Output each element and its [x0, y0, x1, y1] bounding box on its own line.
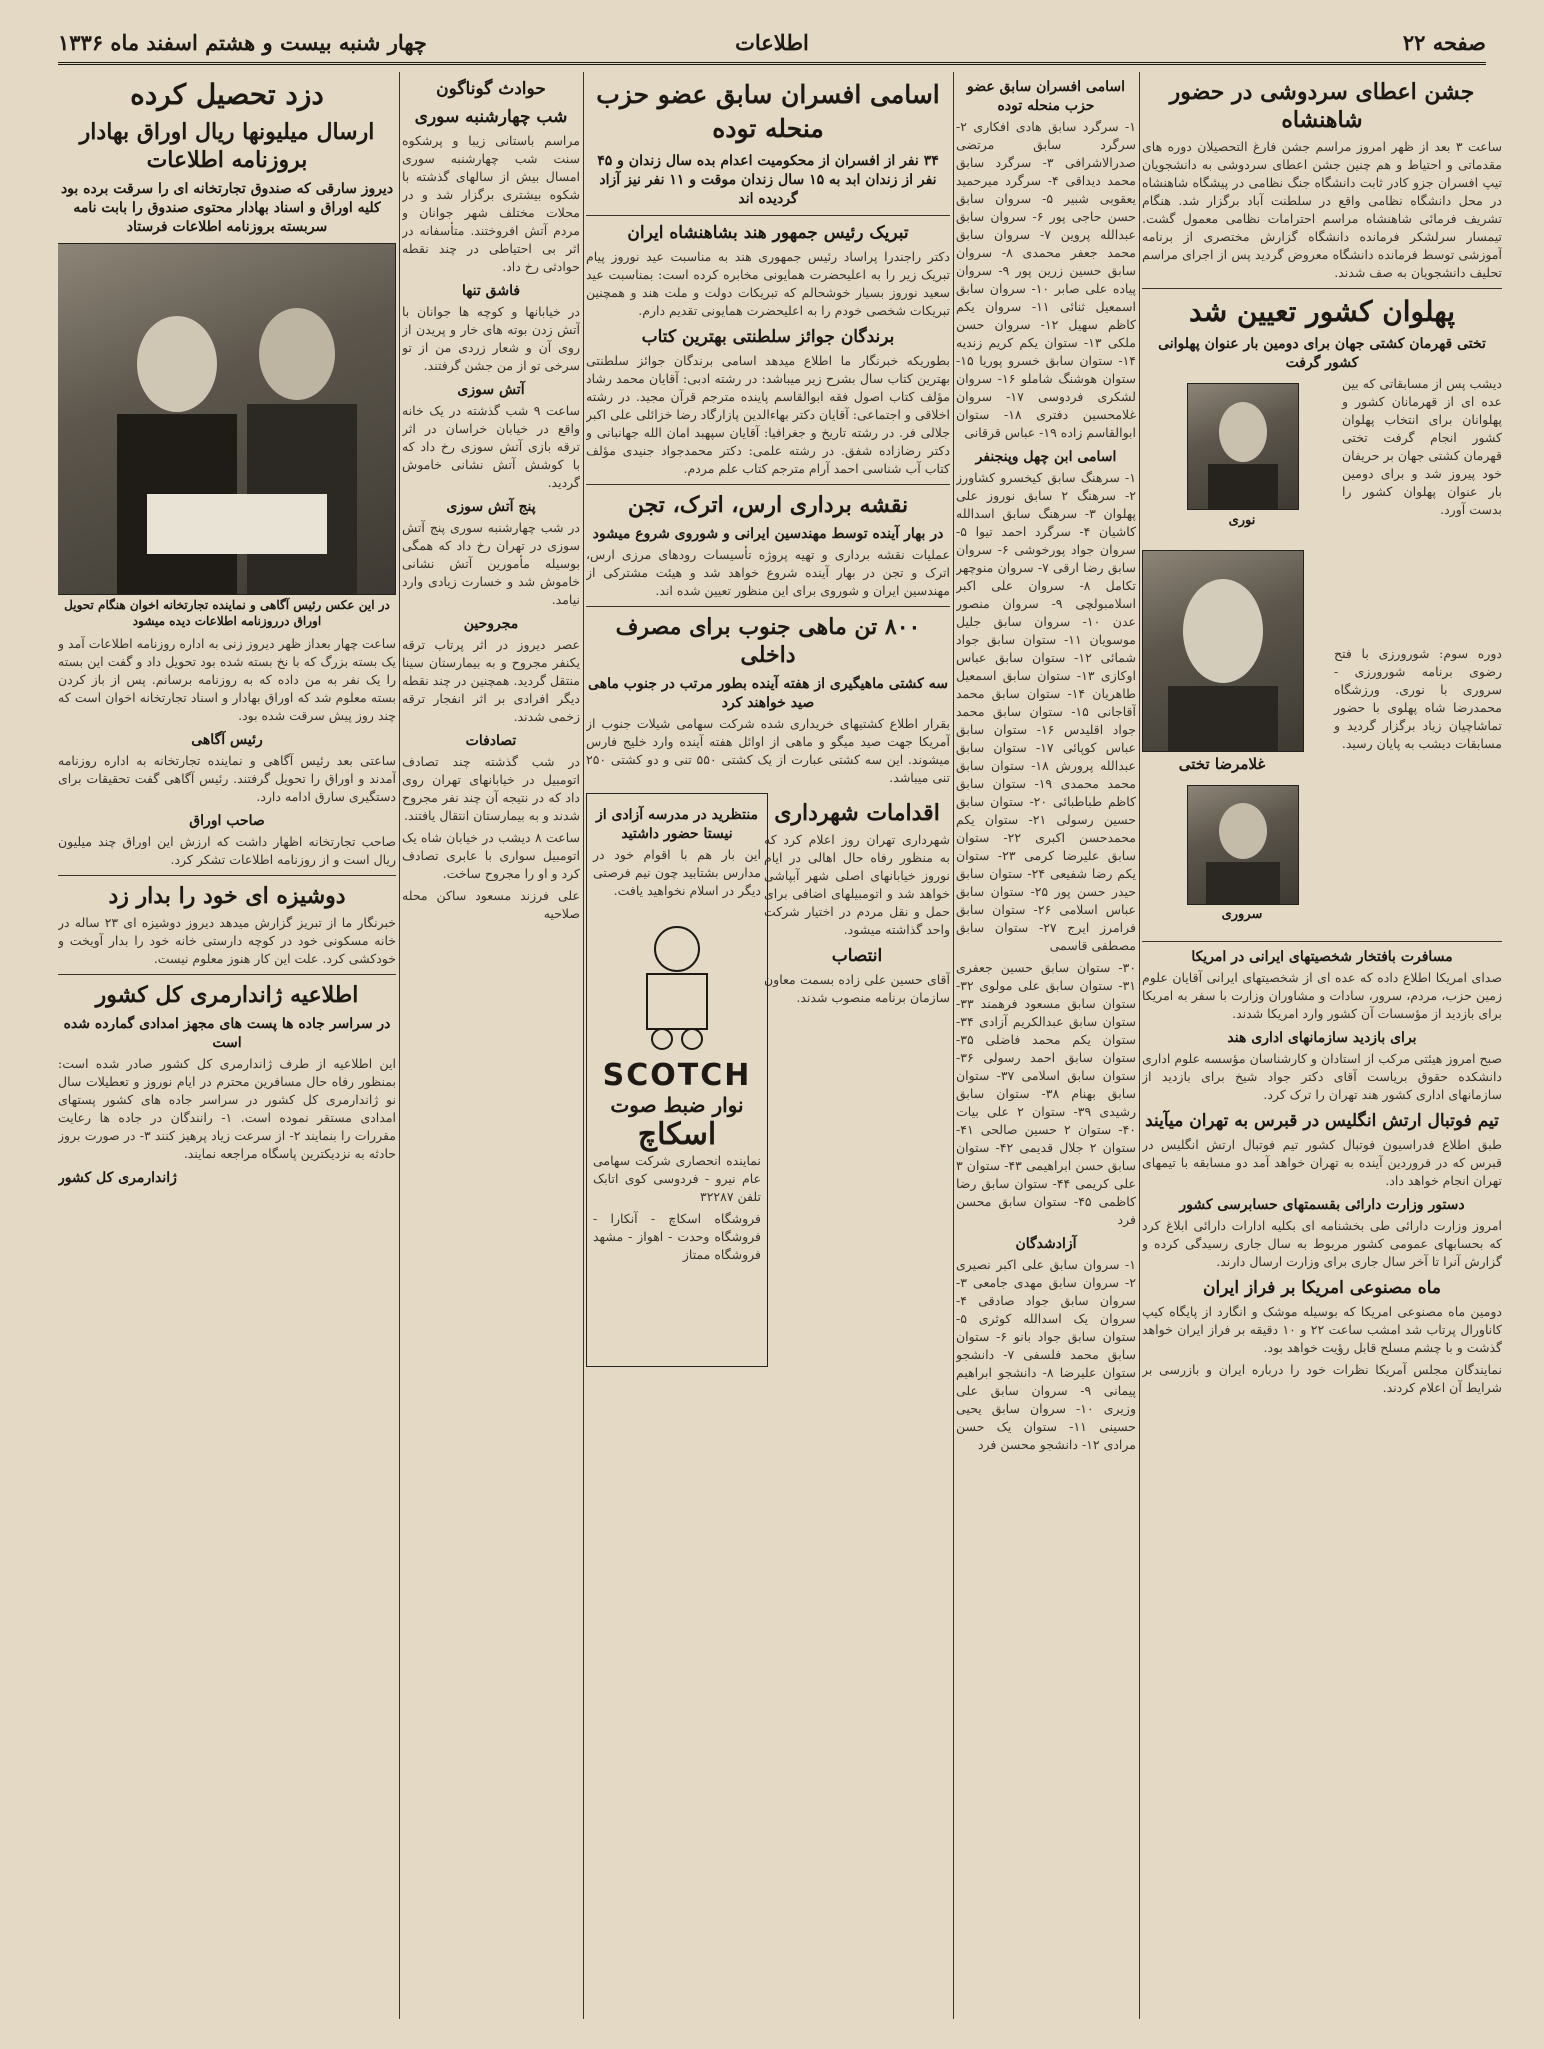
article-accident: در شب گذشته چند تصادف اتومبیل در خیابانهای تهران روی داد که در نتیجه آن چند نفر مجروح شدند و به بیمارستان انتقال یافتند.	[402, 754, 580, 823]
masthead	[58, 26, 1486, 65]
column-3	[586, 72, 950, 2021]
ad-headline: منتظرید در مدرسه آزادی از نیستا حضور داشتید	[595, 807, 759, 842]
photo-nouri	[1187, 383, 1299, 510]
column-rule	[1139, 72, 1140, 2019]
subhead-notice: در سراسر جاده ها پست های مجهز امدادی گمارده شده است	[63, 1016, 391, 1051]
article-map: عملیات نقشه برداری و تهیه پروژه تأسیسات رودهای مرزی ارس، اترک و تجن در بهار آینده شروع خواهد شد و هیئت مشترکی از مهندسین ایران و شوروی برای این منظور تعیین شده اند.	[586, 547, 950, 598]
divider	[1142, 288, 1502, 289]
ad-shops: فروشگاه اسکاچ - آنکارا - فروشگاه وحدت - اهواز - مشهد فروشگاه ممتاز	[593, 1211, 761, 1262]
column-rule	[583, 72, 584, 2019]
article-fire-2: در خیابانها و کوچه ها جوانان با آتش زدن بوته های خار و پریدن از روی آن و شعار زردی من از تو سرخی تو از من جشن گرفتند.	[402, 304, 580, 373]
headline-thief: دزد تحصیل کرده	[130, 78, 324, 111]
ad-illustration	[602, 904, 752, 1054]
article-owner: صاحب تجارتخانه اظهار داشت که ارزش این اوراق چند میلیون ریال است و از روزنامه اطلاعات تشکر کرد.	[58, 834, 396, 867]
column-1	[1142, 72, 1502, 2021]
article-wrestling-2: دوره سوم: شورورزی با فتح رضوی برنامه شورورزی - سروری با نوری. ورزشگاه محمدرضا شاه پهلوی با حضور تماشاچیان زیاد برگزار گردید و مسابقات دیشب به پایان رسید.	[1334, 646, 1502, 751]
notice-signature: ژاندارمری کل کشور	[58, 1170, 177, 1186]
subhead-map: در بهار آینده توسط مهندسین ایرانی و شوروی شروع میشود	[592, 526, 944, 542]
subhead-thief: ارسال میلیونها ریال اوراق بهادار بروزنامه اطلاعات	[79, 119, 375, 173]
divider	[1142, 941, 1502, 942]
subhead-fire-3: پنج آتش سوزی	[446, 499, 536, 515]
headline-map: نقشه برداری ارس، اترک، تجن	[627, 492, 909, 518]
subhead-chief: رئیس آگاهی	[191, 732, 263, 748]
article-girl: خبرنگار ما از تبریز گزارش میدهد دیروز دوشیزه ای ۲۳ ساله در خانه مسکونی خود در کوچه دارستی خانه خود را بدار آویخت و خودکشی کرد. علت این کار هنوز معلوم نیست.	[58, 915, 396, 966]
divider	[586, 606, 950, 607]
headline-football: تیم فوتبال ارتش انگلیس در قبرس به تهران میآیند	[1145, 1111, 1499, 1131]
article-notice: این اطلاعیه از طرف ژاندارمری کل کشور صادر شده است: بمنظور رفاه حال مسافرین محترم در ایام نوروز و تعطیلات سال نو ژاندارمری کل کشور در سراسر جاده های کشور پستهای امدادی مستقر نموده است. ۱- رانندگان در جاده ها رعایت مقررات را بنمایند ۲- از سرعت زیاد پرهیز کنند ۳- در صورت بروز حادثه به نزدیکترین پاسگاه مراجعه نمایند.	[58, 1056, 396, 1161]
article-municipal: شهرداری تهران روز اعلام کرد که به منظور رفاه حال اهالی در ایام نوروز خیابانهای اصلی شهر آبپاشی خواهد شد و اتومبیلهای اضافی برای حمل و نقل مردم در اختیار شرکت واحد گذاشته میشود.	[764, 832, 950, 937]
headline-girl: دوشیزه ای خود را بدار زد	[108, 883, 346, 909]
article-finance: امروز وزارت دارائی طی بخشنامه ای بکلیه ادارات دارائی ابلاغ کرد که بحسابهای عمومی کشور مربوط به سال جاری رسیدگی کرده و گزارش آنرا تا آخر سال جاری برای وزارت ارسال دارند.	[1142, 1218, 1502, 1269]
article-injured: عصر دیروز در اثر پرتاب ترقه یکنفر مجروح و به بیمارستان سینا منتقل گردید. همچنین در چند نقطه دیگر افرادی بر اثر انفجار ترقه زخمی شدند.	[402, 637, 580, 724]
page-number: صفحه ۲۲	[1402, 30, 1486, 55]
divider	[586, 484, 950, 485]
article-fish: بقرار اطلاع کشتیهای خریداری شده شرکت سهامی شیلات جنوب از آمریکا جهت صید میگو و ماهی از اوائل هفته آینده وارد خلیج فارس میشوند. این سه کشتی عبارت از یک کشتی ۵۵۰ تنی و دو کشتی ۲۵۰ تنی میباشد.	[586, 716, 950, 785]
paper-name: اطلاعات	[735, 30, 809, 55]
article-visit: صدای امریکا اطلاع داده که عده ای از شخصیتهای ایرانی آقایان علوم زمین حزب، مردم، سرور، سادات و مشاوران وزارت با سفر به امریکا برای بازدید از مؤسسات آن کشور وارد امریکا شدند.	[1142, 970, 1502, 1021]
caption-thief-photo: در این عکس رئیس آگاهی و نماینده تجارتخانه اخوان هنگام تحویل اوراق درروزنامه اطلاعات دیده میشود	[64, 598, 390, 628]
ad-body: این بار هم با اقوام خود در مدارس بشتابید چون نیم فرصتی دیگر در اسلام نخواهید یافت.	[593, 847, 761, 898]
subhead-owner: صاحب اوراق	[189, 813, 265, 829]
article-prize: بطوریکه خبرنگار ما اطلاع میدهد اسامی برندگان جوائز سلطنتی بهترین کتاب سال بشرح زیر میباشد: در رشته ادبی: آقایان محمد رشاد مؤلف کتاب اصول فقه ابوالقاسم پاینده مترجم قرآن مجید. در رشته اخلاقی و اجتماعی: آقایان دکتر بهاءالدین پازارگاد رضا خزائلی علی اکبر جلالی فر. در رشته تاریخ و جغرافیا: آقایان سپهبد امان الله جهانبانی و دکتر رضازاده شفق. در رشته علمی: دکتر محمدجواد جنیدی مؤلف کتاب آب شناسی احمد آرام مترجم کتاب علم مردم.	[586, 353, 950, 476]
subhead-fire-1: فاشق تنها	[461, 283, 521, 299]
column-5	[58, 72, 396, 2021]
subhead-accident: تصادفات	[465, 733, 517, 749]
article-satellite: دومین ماه مصنوعی امریکا که بوسیله موشک و انگارد از پایگاه کیپ کاناورال پرتاب شد امشب ساعت ۲۲ و ۱۰ دقیقه بر فراز ایران خواهد گذشت و با چشم مسلح قابل رؤیت خواهد بود.	[1142, 1304, 1502, 1355]
photo-thief-story	[58, 243, 396, 595]
municipal-block	[764, 793, 950, 1011]
divider	[58, 875, 396, 876]
column-rule	[953, 72, 954, 2019]
column-4	[402, 72, 580, 2021]
divider	[58, 974, 396, 975]
lead-thief: دیروز سارقی که صندوق تجارتخانه ای را سرقت برده بود کلیه اوراق و اسناد بهادار محتوی صندوق را بابت نامه سربسته بروزنامه اطلاعات فرستاد	[60, 181, 394, 235]
headline-finance: دستور وزارت دارائی بقسمتهای حسابرسی کشور	[1179, 1197, 1465, 1213]
headline-appointment: انتصاب	[831, 946, 883, 966]
article-thief: ساعت چهار بعداز ظهر دیروز زنی به اداره روزنامه اطلاعات آمد و یک بسته بزرگ که با نخ بسته شده بود تحویل داد و گفت این بسته را یک نفر به من داده که به روزنامه برسانم. پس از باز کردن بسته معلوم شد که اوراق بهادار و اسناد تجارتخانه اخوان است که چند روز پیش سرقت شده بود.	[58, 636, 396, 723]
wrestling-block	[1142, 375, 1502, 935]
date-line: چهار شنبه بیست و هشتم اسفند ماه ۱۳۳۶	[58, 30, 427, 55]
headline-ceremony: جشن اعطای سردوشی در حضور شاهنشاه	[1169, 79, 1475, 133]
article-admin: صبح امروز هیئتی مرکب از استادان و کارشناسان مؤسسه علوم اداری دانشکده حقوق بریاست آقای دکتر جواد شیخ برای بازدید از سازمانهای اداری کشور هند تهران را ترک کرد.	[1142, 1051, 1502, 1102]
headline-admin: برای بازدید سازمانهای اداری هند	[1227, 1030, 1417, 1046]
caption-takhti: غلامرضا تختی	[1178, 755, 1266, 773]
names-list-2: ۱- سرهنگ سابق کیخسرو کشاورز ۲- سرهنگ ۲ سابق نوروز علی پهلوان ۳- سرهنگ سابق اسدالله کاشیان ۴- سرگرد احمد تیوا ۵- سروان جواد پورخوشی ۶- سروان سابق رضا ارقی ۷- سروان منوچهر تکامل ۸- سروان علی اکبر اسلامبولچی ۹- سروان منصور عدن ۱۰- سروان سابق جلیل موسویان ۱۱- ستوان سابق جواد شمائی ۱۲- ستوان سابق عباس اوکازی ۱۳- ستوان سابق اسمعیل طاهریان ۱۴- ستوان سابق محمد آقاجانی ۱۵- ستوان سابق محمد جواد اقلیدس ۱۶- ستوان سابق عباس کوپائی ۱۷- ستوان سابق عبدالله پرورش ۱۸- ستوان سابق محمد محمدی ۱۹- ستوان سابق کاظم طباطبائی ۲۰- ستوان سابق حسین رسولی ۲۱- ستوان یکم محمدحسن اکبری ۲۲- ستوان سابق علیرضا کرمی ۲۳- ستوان یکم رضا شفیعی ۲۴- ستوان سابق حیدر حسن پور ۲۵- ستوان سابق عباس اسلامی ۲۶- ستوان سابق فرامرز ایرج ۲۷- ستوان سابق مصطفی قاسمی	[956, 470, 1136, 953]
divider	[586, 215, 950, 216]
column-rule	[399, 72, 400, 2019]
ad-tagline: نوار ضبط صوت	[610, 1093, 744, 1117]
article-chief: ساعتی بعد رئیس آگاهی و نماینده تجارتخانه به اداره روزنامه آمدند و اوراق را تحویل گرفتند. رئیس آگاهی گفت تحقیقات برای دستگیری سارق ادامه دارد.	[58, 753, 396, 804]
names-list-3: ۳۰- ستوان سابق حسین جعفری ۳۱- ستوان سابق علی مولوی ۳۲- ستوان سابق مسعود فرهمند ۳۳- ستوان سابق عبدالکریم آزادی ۳۴- ستوان یکم محمد فاضلی ۳۵- ستوان سابق احمد رسولی ۳۶- ستوان سابق اسلامی ۳۷- ستوان سابق بهنام ۳۸- ستوان سابق رشیدی ۳۹- ستوان ۲ علی بیات ۴۰- ستوان ۲ حسین صالحی ۴۱- ستوان ۲ جلال قدیمی ۴۲- ستوان سابق حسن ابراهیمی ۴۳- ستوان ۳ علی کریمی ۴۴- ستوان سابق رضا کاظمی ۴۵- ستوان سابق محسن فرد	[956, 960, 1136, 1227]
names-list-1: ۱- سرگرد سابق هادی افکاری ۲- سرگرد سابق مرتضی صدرالاشرافی ۳- سرگرد سابق محمد دیداقی ۴- سرگرد میرحمید یعقوبی شبیر ۵- سروان سابق حسن حاجی پور ۶- سروان سابق عبدالله پروین ۷- سروان سابق محمد جعفر محمدی ۸- سروان سابق حسین زرین پور ۹- سروان پیاده علی صابر ۱۰- سروان سابق اسمعیل ثنائی ۱۱- سروان یکم کاظم سهیل ۱۲- سروان حسن ملکی ۱۳- ستوان یکم کریم زندیه ۱۴- ستوان سابق خسرو پوریا ۱۵- ستوان هوشنگ شاملو ۱۶- سروان لشکری فردوسی ۱۷- سروان غلامحسین دفتری ۱۸- ستوان ابوالقاسم زاده ۱۹- عباس قرقانی	[956, 119, 1136, 440]
subhead-fire-2: آتش سوزی	[457, 382, 525, 398]
caption-sarvari: سروری	[1221, 907, 1263, 922]
headline-fish: ۸۰۰ تن ماهی جنوب برای مصرف داخلی	[615, 614, 921, 668]
headline-municipal: اقدامات شهرداری	[774, 800, 940, 826]
caption-nouri: نوری	[1228, 513, 1256, 528]
ad-brand: SCOTCH	[602, 1058, 752, 1093]
headline-visit: مسافرت بافتخار شخصیتهای ایرانی در امریکا	[1191, 949, 1453, 965]
ad-address: نماینده انحصاری شرکت سهامی عام نیرو - فردوسی کوی اتابک تلفن ۳۲۲۸۷	[593, 1153, 761, 1204]
subhead-fish: سه کشتی ماهیگیری از هفته آینده بطور مرتب در جنوب ماهی صید خواهند کرد	[588, 676, 948, 711]
article-ceremony: ساعت ۳ بعد از ظهر امروز مراسم جشن فارغ التحصیلان دوره های مقدماتی و احتیاط و هم چنین جشن اعطای سردوشی به دانشجویان تیپ افسران جزو کادر ثابت دانشگاه جنگ نظامی در پیشگاه شاهنشاه در محل دانشگاه نظامی واقع در سلطنت آباد برگزار شد. هنگام تشریف فرمائی شاهنشاه مراسم احترامات نظامی معمول گشت. تیمسار سرلشکر فرمانده دانشگاه گزارش مختصری از برنامه آموزشی توسط فرمانده دانشگاه معروض گردید پس از اجرای مراسم تحلیف دانشجویان به صف شدند.	[1142, 139, 1502, 280]
column-2	[956, 72, 1136, 2021]
list-intro: اسامی افسران سابق عضو حزب منحله توده	[967, 79, 1125, 114]
scotch-ad	[586, 793, 768, 1367]
headline-officers: اسامی افسران سابق عضو حزب منحله توده	[596, 80, 940, 143]
article-congrats: دکتر راجندرا پراساد رئیس جمهوری هند به مناسبت عید نوروز پیام تبریک زیر را به اعلیحضرت همایونی مخابره کرده است: بمناسبت عید سعید نوروز بسیار خوشحالم که تبریکات دولت و ملت هند و همچنین تبریکات شخصی خودم را به اعلیحضرت همایونی تقدیم دارم.	[586, 249, 950, 318]
subhead-released: آزادشدگان	[1015, 1236, 1077, 1252]
article-appointment: آقای حسین علی زاده بسمت معاون سازمان برنامه منصوب شدند.	[764, 972, 950, 1005]
subhead-officers: ۳۴ نفر از افسران از محکومیت اعدام بده سال زندان و ۴۵ نفر از زندان ابد به ۱۵ سال زندان موقت و ۱۱ نفر نیز آزاد گردیده اند	[597, 153, 939, 207]
headline-notice: اطلاعیه ژاندارمری کل کشور	[95, 982, 359, 1008]
article-fire: مراسم باستانی زیبا و پرشکوه سنت شب چهارشنبه سوری امسال بیش از سالهای گذشته با شکوه بیشتری برگزار شد و در محلات مختلف شهر جوانان و مردم آتش افروختند. متأسفانه در اثر بی احتیاطی در چند نقطه حوادثی رخ داد.	[402, 133, 580, 274]
article-fire-4: در شب چهارشنبه سوری پنج آتش سوزی در تهران رخ داد که همگی بوسیله مأمورین آتش نشانی خاموش شد و خسارت زیادی وارد نیامد.	[402, 520, 580, 607]
article-football: طبق اطلاع فدراسیون فوتبال کشور تیم فوتبال ارتش انگلیس در قبرس که در فروردین آینده به تهران خواهد آمد دو مسابقه با تیمهای تهران انجام خواهد داد.	[1142, 1137, 1502, 1188]
subhead-wrestling: تختی قهرمان کشتی جهان برای دومین بار عنوان پهلوانی کشور گرفت	[1158, 336, 1486, 371]
article-wrestling: دیشب پس از مسابقاتی که بین عده ای از قهرمانان کشور و پهلوانان برای انتخاب پهلوان کشور انجام گرفت تختی قهرمان کشتی جهان بر حریفان خود پیروز شد و برای دومین بار عنوان پهلوان کشور را بدست آورد.	[1342, 376, 1502, 517]
photo-takhti	[1142, 550, 1304, 752]
column-footer-note: علی فرزند مسعود ساکن محله صلاحیه	[402, 888, 580, 921]
subhead-injured: مجروحین	[463, 616, 519, 632]
names-list-4: ۱- سروان سابق علی اکبر نصیری ۲- سروان سابق مهدی جامعی ۳- سروان سابق جواد صادقی ۴- سروان یک اسدالله کوثری ۵- ستوان سابق جواد بانو ۶- ستوان سابق محمد فلسفی ۷- دانشجو ستوان علیرضا ۸- دانشجو ابراهیم پیمانی ۹- سروان سابق علی وزیری ۱۰- سروان سابق یحیی حسینی ۱۱- ستوان یک حسن مرادی ۱۲- دانشجو محسن فرد	[956, 1257, 1136, 1452]
section-head: حوادث گوناگون	[436, 79, 546, 99]
lower-block	[586, 793, 950, 1373]
headline-satellite: ماه مصنوعی امریکا بر فراز ایران	[1203, 1278, 1441, 1298]
article-bottom-note: نمایندگان مجلس آمریکا نظرات خود را درباره ایران و بازرسی بر شرایط آن اعلام کردند.	[1142, 1362, 1502, 1395]
headline-prize: برندگان جوائز سلطنتی بهترین کتاب	[641, 327, 895, 347]
headline-congrats: تبریک رئیس جمهور هند بشاهنشاه ایران	[627, 223, 909, 243]
article-fire-3: ساعت ۹ شب گذشته در یک خانه واقع در خیابان خراسان در اثر ترقه بازی آتش سوزی رخ داد که با کوشش آتش نشانی خاموش گردید.	[402, 403, 580, 490]
subhead-names: اسامی ابن چهل وپنجنفر	[975, 449, 1117, 465]
ad-name: اسکاچ	[637, 1117, 717, 1152]
photo-sarvari	[1187, 785, 1299, 905]
headline-fire: شب چهارشنبه سوری	[414, 107, 568, 127]
article-accident-2: ساعت ۸ دیشب در خیابان شاه یک اتومبیل سواری با عابری تصادف کرد و او را مجروح ساخت.	[402, 830, 580, 881]
headline-wrestling: پهلوان کشور تعیین شد	[1189, 295, 1455, 328]
